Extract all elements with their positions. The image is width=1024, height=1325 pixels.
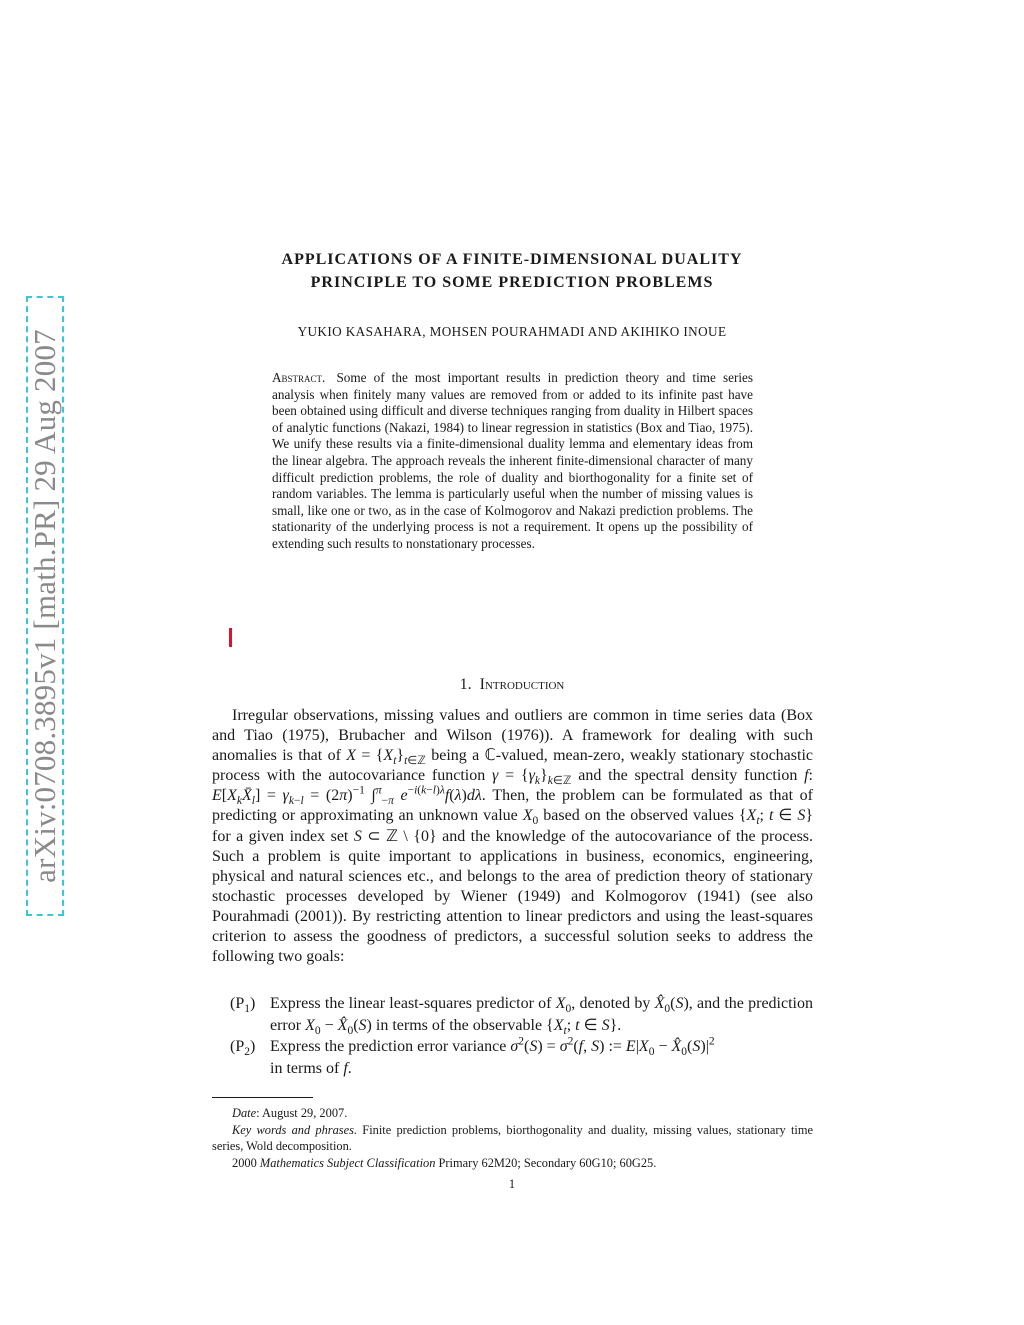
intro-text-1: Irregular observations, missing values and outliers are common in time series data (Box and Tiao (1975), Brubacher and Wilson (1976)). A framework for dealing with such anomalies is that of bbox=[212, 707, 813, 765]
arxiv-stamp bbox=[26, 296, 64, 916]
intro-text-6: for a given index set bbox=[212, 827, 354, 845]
page-number: 1 bbox=[508, 1177, 516, 1191]
footnote-keywords: Key words and phrases. Finite prediction problems, biorthogonality and duality, missing values, stationary time series, Wold decomposition. bbox=[212, 1122, 813, 1153]
goal-p2-text: Express the prediction error variance $\sigma^2(S) = \sigma^2(f$, S) := $E|X_0$ − $X̂_0(S)|^2$ in terms of f. bbox=[270, 1035, 715, 1077]
paper-title bbox=[200, 248, 824, 294]
section-heading bbox=[200, 676, 824, 694]
arxiv-id: arXiv:0708.3895v1 [math.PR] 29 Aug 2007 bbox=[27, 329, 62, 883]
intro-text-3: and the spectral density function bbox=[571, 767, 805, 785]
section-number: 1. bbox=[459, 676, 472, 693]
annotation-mark bbox=[229, 628, 232, 647]
intro-text-2: being a ℂ-valued, mean-zero, weakly stationary stochastic process with the autocovariance function bbox=[212, 747, 813, 785]
abstract bbox=[272, 370, 753, 553]
abstract-text: Some of the most important results in prediction theory and time series analysis when finitely many values are removed from or added to its infinite past have been obtained using difficult and diverse techniques ranging from duality in Hilbert spaces of analytic functions (Nakazi, 1984) to linear regression in statistics (Box and Tiao, 1975). We unify these results via a finite-dimensional duality lemma and elementary ideas from the linear algebra. The approach reveals the inherent finite-dimensional character of many difficult prediction problems, the role of duality and biorthogonality for a finite set of random variables. The lemma is particularly useful when the number of missing values is small, like one or two, as in the case of Kolmogorov and Nakazi prediction problems. The stationarity of the underlying process is not a requirement. It opens up the possibility of extending such results to nonstationary processes. bbox=[272, 370, 754, 551]
footnotes bbox=[212, 1105, 813, 1171]
title-line-2: PRINCIPLE TO SOME PREDICTION PROBLEMS bbox=[310, 274, 714, 291]
goals-list bbox=[212, 993, 813, 1079]
title-line-1: APPLICATIONS OF A FINITE-DIMENSIONAL DUALITY bbox=[281, 251, 743, 268]
intro-paragraph: Irregular observations, missing values and outliers are common in time series data (Box and Tiao (1975), Brubacher and Wilson (1976)). A framework for dealing with such anomalies is that of $X = \{X_t\}_{t\in ℤ}$ being a ℂ-valued, mean-zero, weakly stationary stochastic process with the autocovariance function $\gamma = \{\gamma_k\}_{k\in ℤ}$ and the spectral density function f: $E[X_kX̄_l] = \gamma_{k-l} = (2\pi)^{-1}$ ∫$^\pi_{-\pi}$ $e^{-i(k-l)\lambda}f(\lambda)d\lambda$. Then, the problem can be formulated as that of predicting or approximating an unknown value $X_0$ based on the observed values {$X_t$; t ∈ S} for a given index set S ⊂ ℤ \ {0} and the knowledge of the autocovariance of the process. Such a problem is quite important to applications in business, economics, engineering, physical and natural sciences etc., and belongs to the area of prediction theory of stationary stochastic processes developed by Wiener (1949) and Kolmogorov (1941) (see also Pourahmadi (2001)). By restricting attention to linear predictors and using the least-squares criterion to assess the goodness of predictors, a successful solution seeks to address the following two goals: bbox=[212, 707, 814, 966]
authors: YUKIO KASAHARA, MOHSEN POURAHMADI AND AKIHIKO INOUE bbox=[297, 324, 727, 339]
section-title: Introduction bbox=[479, 676, 565, 693]
footnote-msc: 2000 Mathematics Subject Classification Primary 62M20; Secondary 60G10; 60G25. bbox=[232, 1155, 657, 1170]
goal-p1-text: Express the linear least-squares predictor of $X_0$, denoted by $X̂_0(S)$, and the prediction error $X_0$ − $X̂_0(S)$ in terms of the observable {$X_t$; t ∈ S}. bbox=[270, 995, 813, 1037]
goal-p2-label: $(P_2)$ bbox=[230, 1038, 256, 1059]
footnote-date: Date: August 29, 2007. bbox=[232, 1106, 348, 1120]
intro-text-4: Then, the problem can be formulated as that of predicting or approximating an unknown value bbox=[212, 787, 814, 825]
footnote-rule bbox=[212, 1097, 313, 1098]
goal-p1 bbox=[212, 993, 813, 1036]
intro-text-5: based on the observed values bbox=[538, 807, 739, 825]
goal-p1-label: $(P_1)$ bbox=[230, 995, 256, 1016]
intro-text-7: and the knowledge of the autocovariance of the process. Such a problem is quite important to applications in business, economics, engineering, physical and natural sciences etc., and belongs to the area of prediction theory of stationary stochastic processes developed by Wiener (1949) and Kolmogorov (1941) (see also Pourahmadi (2001)). By restricting attention to linear predictors and using the least-squares criterion to assess the goodness of predictors, a successful solution seeks to address the following two goals: bbox=[212, 827, 814, 966]
goal-p2 bbox=[212, 1036, 813, 1079]
abstract-label: Abstract. bbox=[272, 370, 326, 385]
